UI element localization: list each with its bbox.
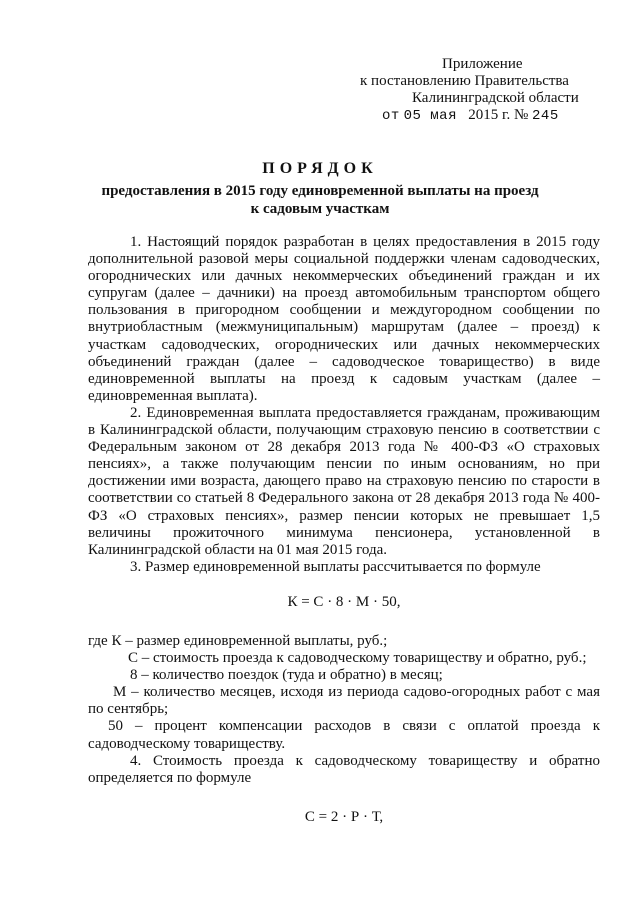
formula-k: К = С · 8 · М · 50, bbox=[287, 593, 401, 610]
annex-year: 2015 г. № bbox=[468, 107, 529, 123]
definition-50: 50 – процент компенсации расходов в связи с оплатой проезда к садоводческому товариществу. bbox=[88, 718, 600, 752]
annex-line-3: Калининградской области bbox=[412, 90, 579, 106]
definition-m: М – количество месяцев, исходя из периода садово-огородных работ с мая по сентябрь; bbox=[88, 684, 600, 718]
annex-block bbox=[360, 56, 610, 125]
annex-date-prefix: от bbox=[382, 108, 400, 124]
paragraph-4: 4. Стоимость проезда к садоводческому товариществу и обратно определяется по формуле bbox=[88, 752, 600, 786]
annex-line-1: Приложение bbox=[442, 56, 523, 72]
paragraph-3: 3. Размер единовременной выплаты рассчитывается по формуле bbox=[130, 558, 541, 575]
annex-date-value: 05 мая bbox=[403, 108, 457, 124]
definition-8: 8 – количество поездок (туда и обратно) в месяц; bbox=[130, 667, 443, 684]
paragraph-2: 2. Единовременная выплата предоставляется гражданам, проживающим в Калининградской области, получающим страховую пенсию в соответствии с Федеральным законом от 28 декабря 2013 года № 400-ФЗ «О страховых пенсиях», а также получающим пенсии по иным основаниям, но при достижении ими возраста, дающего право на страховую пенсию по старости в соответствии со статьей 8 Федерального закона от 28 декабря 2013 года № 400-ФЗ «О страховых пенсиях», размер пенсии которых не превышает 1,5 величины прожиточного минимума пенсионера, установленной в Калининградской области на 01 мая 2015 года. bbox=[88, 404, 600, 558]
definition-c: С – стоимость проезда к садоводческому товариществу и обратно, руб.; bbox=[128, 650, 587, 667]
paragraph-1: 1. Настоящий порядок разработан в целях предоставления в 2015 году дополнительной разовой меры социальной поддержки членам садоводческих, огороднических или дачных некоммерческих объединений граждан и их супругам (далее – дачники) на проезд автомобильным транспортом общего пользования в пригородном сообщении и междугородном сообщении по внутриобластным (межмуниципальным) маршрутам (далее – проезд) к участкам садоводческих, огороднических или дачных некоммерческих объединений граждан (далее – садоводческое товарищество) в виде единовременной выплаты на проезд к садовым участкам (далее – единовременная выплата). bbox=[88, 234, 600, 404]
title-subtitle-line-1: предоставления в 2015 году единовременной выплаты на проезд bbox=[101, 183, 539, 199]
annex-date-line bbox=[360, 107, 610, 125]
annex-line-2: к постановлению Правительства bbox=[360, 73, 569, 89]
document-body bbox=[88, 234, 600, 826]
annex-number: 245 bbox=[532, 108, 559, 124]
definition-k: где К – размер единовременной выплаты, руб.; bbox=[88, 632, 388, 649]
document-title bbox=[0, 160, 640, 218]
title-subtitle-line-2: к садовым участкам bbox=[250, 201, 390, 217]
title-heading: ПОРЯДОК bbox=[262, 160, 378, 177]
formula-c: С = 2 · Р · Т, bbox=[304, 808, 384, 825]
